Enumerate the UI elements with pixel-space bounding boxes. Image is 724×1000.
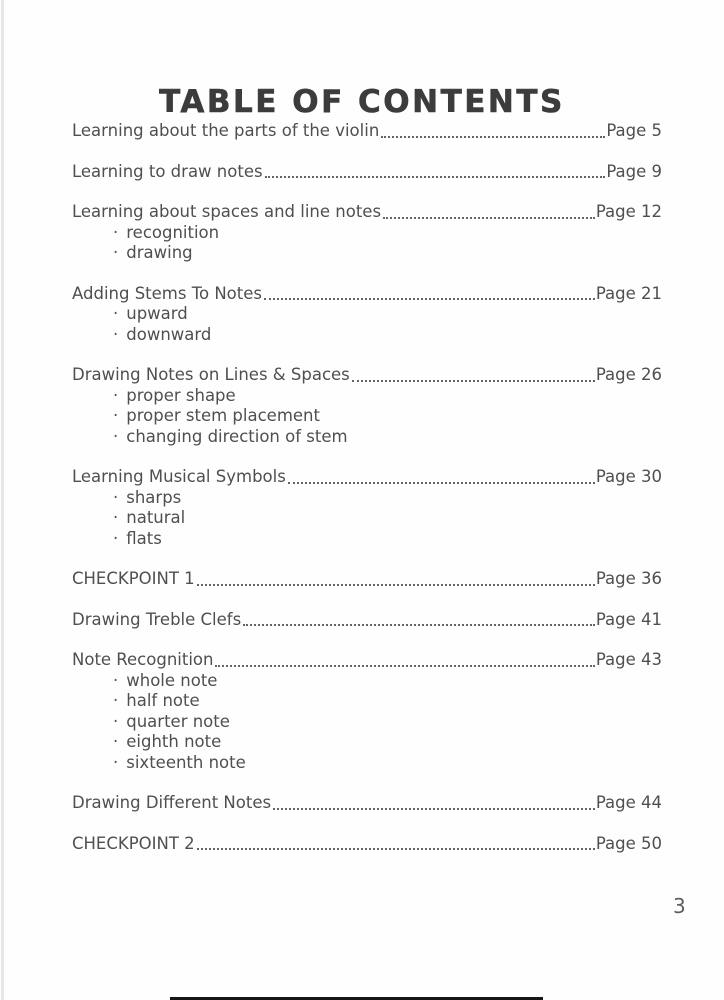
toc-entry-page: Page 30 bbox=[595, 467, 662, 486]
bullet-icon: · bbox=[113, 487, 119, 507]
toc-subitem bbox=[113, 508, 662, 529]
toc-subitem bbox=[113, 732, 662, 753]
toc-entry-page: Page 9 bbox=[606, 161, 662, 181]
toc-subitem-label: upward bbox=[126, 304, 188, 323]
toc-entry bbox=[72, 793, 662, 814]
toc-entry-page: Page 43 bbox=[595, 650, 662, 669]
toc-subitem bbox=[113, 712, 662, 733]
dot-leader bbox=[381, 136, 605, 138]
toc-entry-row bbox=[72, 365, 662, 386]
toc-subitem-label: drawing bbox=[126, 243, 193, 262]
toc-subitem-label: proper stem placement bbox=[126, 406, 320, 425]
bullet-icon: · bbox=[113, 691, 119, 710]
toc-subitem-label: sharps bbox=[126, 487, 182, 507]
toc-entry-row bbox=[72, 202, 662, 223]
toc-entry-page: Page 50 bbox=[595, 833, 662, 853]
dot-leader bbox=[197, 848, 595, 850]
dot-leader bbox=[352, 380, 595, 382]
toc-subitem bbox=[113, 325, 662, 346]
toc-entry bbox=[72, 121, 662, 142]
bullet-icon: · bbox=[113, 243, 119, 262]
toc-entry bbox=[72, 834, 662, 855]
toc-subitem-label: proper shape bbox=[126, 385, 236, 405]
toc-subitems bbox=[72, 304, 662, 345]
toc-entry bbox=[72, 467, 662, 549]
dot-leader bbox=[273, 808, 595, 810]
toc-entry-title: CHECKPOINT 1 bbox=[72, 569, 195, 588]
toc-entry-row bbox=[72, 793, 662, 814]
toc-subitem-label: downward bbox=[126, 324, 212, 344]
toc-entry bbox=[72, 162, 662, 183]
toc-entry bbox=[72, 365, 662, 447]
bullet-icon: · bbox=[113, 711, 119, 731]
toc-entry-row bbox=[72, 650, 662, 671]
bullet-icon: · bbox=[113, 385, 119, 405]
toc-entry-page: Page 21 bbox=[595, 283, 662, 303]
toc-entry-title: Drawing Notes on Lines & Spaces bbox=[72, 365, 350, 384]
toc-entry-title: Drawing Treble Clefs bbox=[72, 609, 242, 629]
scan-left-edge-line bbox=[1, 0, 4, 1000]
toc-entry-row bbox=[72, 569, 662, 590]
toc-subitem-label: recognition bbox=[126, 222, 220, 242]
toc-entry-row bbox=[72, 610, 662, 631]
toc-entries bbox=[72, 121, 662, 874]
toc-subitem-label: eighth note bbox=[126, 732, 222, 751]
toc-subitems bbox=[72, 488, 662, 550]
toc-entry bbox=[72, 202, 662, 264]
bullet-icon: · bbox=[113, 508, 119, 527]
toc-entry-page: Page 12 bbox=[595, 202, 662, 221]
toc-subitem bbox=[113, 691, 662, 712]
dot-leader bbox=[197, 584, 595, 586]
bullet-icon: · bbox=[113, 426, 119, 446]
toc-entry-row bbox=[72, 162, 662, 183]
toc-entry-title: Adding Stems To Notes bbox=[72, 283, 262, 303]
toc-entry-page: Page 44 bbox=[595, 793, 662, 812]
toc-subitem-label: whole note bbox=[126, 670, 218, 690]
toc-entry-page: Page 41 bbox=[595, 609, 662, 629]
toc-entry-title: Note Recognition bbox=[72, 650, 214, 669]
toc-subitems bbox=[72, 386, 662, 448]
toc-entry-row bbox=[72, 467, 662, 488]
toc-entry-row bbox=[72, 834, 662, 855]
toc-subitem bbox=[113, 243, 662, 264]
toc-subitem-label: half note bbox=[126, 691, 200, 710]
bullet-icon: · bbox=[113, 304, 119, 323]
toc-entry-title: Drawing Different Notes bbox=[72, 793, 272, 812]
toc-subitem bbox=[113, 304, 662, 325]
toc-entry-page: Page 5 bbox=[606, 121, 662, 140]
dot-leader bbox=[243, 624, 595, 626]
toc-subitem bbox=[113, 671, 662, 692]
toc-entry-title: Learning to draw notes bbox=[72, 161, 263, 181]
page-title: TABLE OF CONTENTS bbox=[159, 83, 565, 120]
toc-entry-title: Learning about the parts of the violin bbox=[72, 121, 380, 140]
toc-entry bbox=[72, 284, 662, 346]
bullet-icon: · bbox=[113, 406, 119, 425]
toc-subitem-label: quarter note bbox=[126, 711, 230, 731]
bullet-icon: · bbox=[113, 670, 119, 690]
dot-leader bbox=[265, 176, 606, 178]
toc-entry-title: Learning Musical Symbols bbox=[72, 467, 286, 486]
toc-subitems bbox=[72, 671, 662, 774]
toc-subitem bbox=[113, 427, 662, 448]
dot-leader bbox=[288, 482, 595, 484]
bullet-icon: · bbox=[113, 752, 119, 772]
bullet-icon: · bbox=[113, 222, 119, 242]
bullet-icon: · bbox=[113, 732, 119, 751]
toc-entry bbox=[72, 569, 662, 590]
toc-subitem bbox=[113, 488, 662, 509]
toc-entry-page: Page 36 bbox=[595, 569, 662, 588]
toc-subitem-label: changing direction of stem bbox=[126, 426, 348, 446]
toc-entry-row bbox=[72, 284, 662, 305]
toc-subitem bbox=[113, 406, 662, 427]
dot-leader bbox=[215, 665, 594, 667]
toc-subitem-label: flats bbox=[126, 528, 162, 548]
toc-entry-title: Learning about spaces and line notes bbox=[72, 202, 382, 221]
dot-leader bbox=[383, 217, 595, 219]
toc-entry-title: CHECKPOINT 2 bbox=[72, 833, 195, 853]
toc-subitem bbox=[113, 753, 662, 774]
folio-page-number: 3 bbox=[673, 894, 686, 918]
toc-subitems bbox=[72, 223, 662, 264]
toc-subitem bbox=[113, 529, 662, 550]
toc-entry bbox=[72, 610, 662, 631]
toc-subitem-label: sixteenth note bbox=[126, 752, 246, 772]
toc-entry bbox=[72, 650, 662, 773]
bullet-icon: · bbox=[113, 324, 119, 344]
bullet-icon: · bbox=[113, 528, 119, 548]
toc-subitem bbox=[113, 386, 662, 407]
toc-entry-row bbox=[72, 121, 662, 142]
dot-leader bbox=[264, 298, 595, 300]
toc-subitem-label: natural bbox=[126, 508, 186, 527]
toc-entry-page: Page 26 bbox=[595, 365, 662, 384]
toc-subitem bbox=[113, 223, 662, 244]
